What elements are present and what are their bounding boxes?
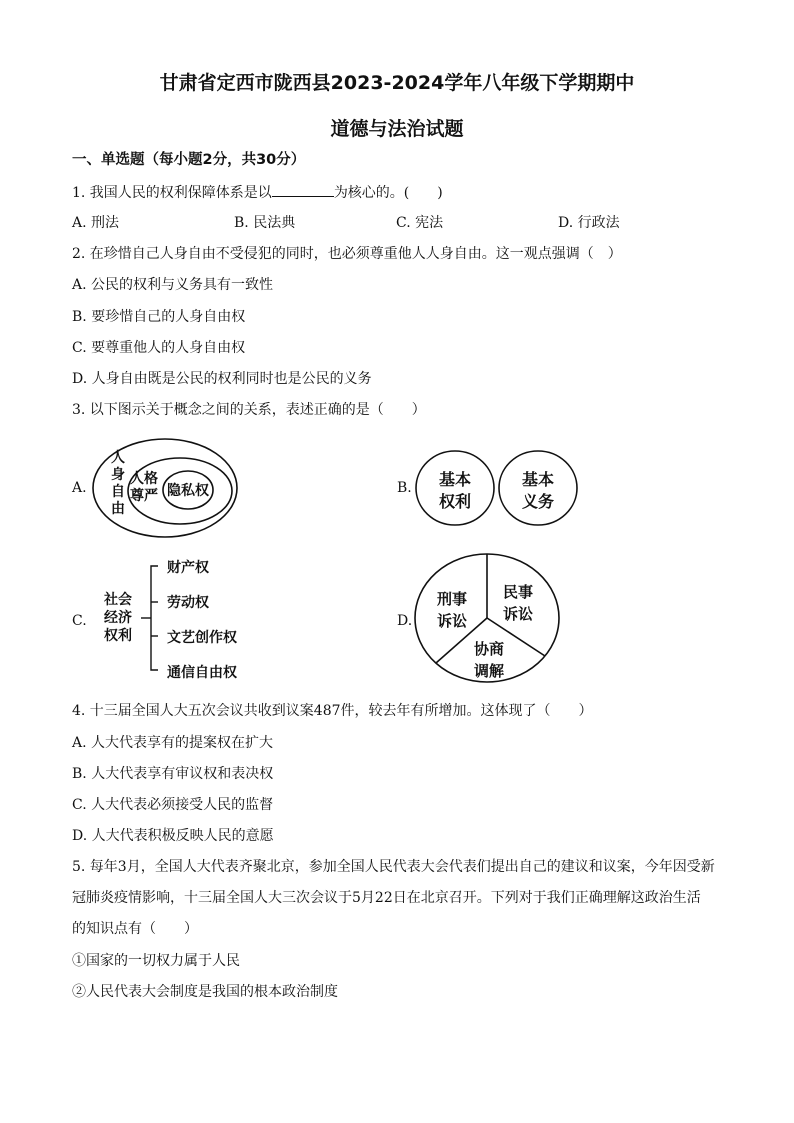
q4-option-a: A. 人大代表享有的提案权在扩大	[72, 735, 274, 751]
diagram-c-item: 文艺创作权	[167, 630, 237, 646]
q1-option-d: D. 行政法	[558, 215, 620, 231]
q4-option-b: B. 人大代表享有审议权和表决权	[72, 766, 274, 782]
question-5-stem-line: 5. 每年3月，全国人大代表齐聚北京，参加全国人民代表大会代表们提出自己的建议和议案，今年因受新	[72, 859, 715, 875]
diagram-d-bottom-label: 协商调解	[473, 640, 505, 680]
diagram-b-separate-circles	[412, 447, 582, 529]
diagram-a-outer-label: 人身自由	[111, 450, 125, 517]
q5-statement-2: ②人民代表大会制度是我国的根本政治制度	[72, 984, 338, 1000]
diagram-a-inner-label: 隐私权	[167, 483, 209, 499]
diagram-c-item: 劳动权	[167, 595, 209, 611]
question-3-stem: 3. 以下图示关于概念之间的关系，表述正确的是（ ）	[72, 402, 426, 418]
q2-option-d: D. 人身自由既是公民的权利同时也是公民的义务	[72, 371, 372, 387]
q3-option-a-label: A.	[72, 480, 87, 496]
question-1-stem-end: 为核心的。( )	[333, 185, 443, 201]
q4-option-c: C. 人大代表必须接受人民的监督	[72, 797, 274, 813]
diagram-b-left-label: 基本权利	[438, 470, 472, 511]
q2-option-a: A. 公民的权利与义务具有一致性	[72, 277, 274, 293]
q1-option-a: A. 刑法	[72, 215, 120, 231]
q1-option-c: C. 宪法	[396, 215, 444, 231]
diagram-a-nested-circles	[90, 436, 240, 540]
q5-statement-1: ①国家的一切权力属于人民	[72, 953, 240, 969]
q3-option-b-label: B.	[397, 480, 412, 496]
bracket-line	[151, 566, 158, 670]
diagram-a-middle-label: 人格尊严	[130, 471, 158, 504]
answer-blank	[272, 183, 334, 197]
diagram-c-item: 财产权	[167, 560, 209, 576]
diagram-c-root-label: 社会经济权利	[104, 592, 132, 644]
q2-option-c: C. 要尊重他人的人身自由权	[72, 340, 246, 356]
q4-option-d: D. 人大代表积极反映人民的意愿	[72, 828, 274, 844]
q3-option-d-label: D.	[397, 613, 413, 629]
diagram-d-left-label: 刑事诉讼	[436, 590, 468, 630]
diagram-c-item: 通信自由权	[167, 665, 237, 681]
diagram-d-pie	[412, 551, 562, 685]
q3-option-c-label: C.	[72, 613, 87, 629]
exam-subtitle: 道德与法治试题	[330, 118, 464, 140]
q1-option-b: B. 民法典	[234, 215, 296, 231]
exam-title: 甘肃省定西市陇西县2023-2024学年八年级下学期期中	[159, 72, 635, 94]
question-5-stem-line: 的知识点有（ ）	[72, 921, 198, 937]
diagram-b-right-label: 基本义务	[521, 470, 555, 511]
q2-option-b: B. 要珍惜自己的人身自由权	[72, 309, 246, 325]
question-4-stem: 4. 十三届全国人大五次会议共收到议案487件，较去年有所增加。这体现了（ ）	[72, 703, 593, 719]
question-1-stem	[72, 183, 443, 202]
question-2-stem: 2. 在珍惜自己人身自由不受侵犯的同时，也必须尊重他人人身自由。这一观点强调（ ）	[72, 246, 622, 262]
diagram-c-tree	[95, 556, 255, 680]
question-5-stem-line: 冠肺炎疫情影响，十三届全国人大三次会议于5月22日在北京召开。下列对于我们正确理解这政治生活	[72, 890, 701, 906]
diagram-d-right-label: 民事诉讼	[502, 583, 534, 623]
section-heading: 一、单选题（每小题2分，共30分）	[72, 152, 306, 168]
question-1-stem-start: 1. 我国人民的权利保障体系是以	[72, 185, 272, 201]
